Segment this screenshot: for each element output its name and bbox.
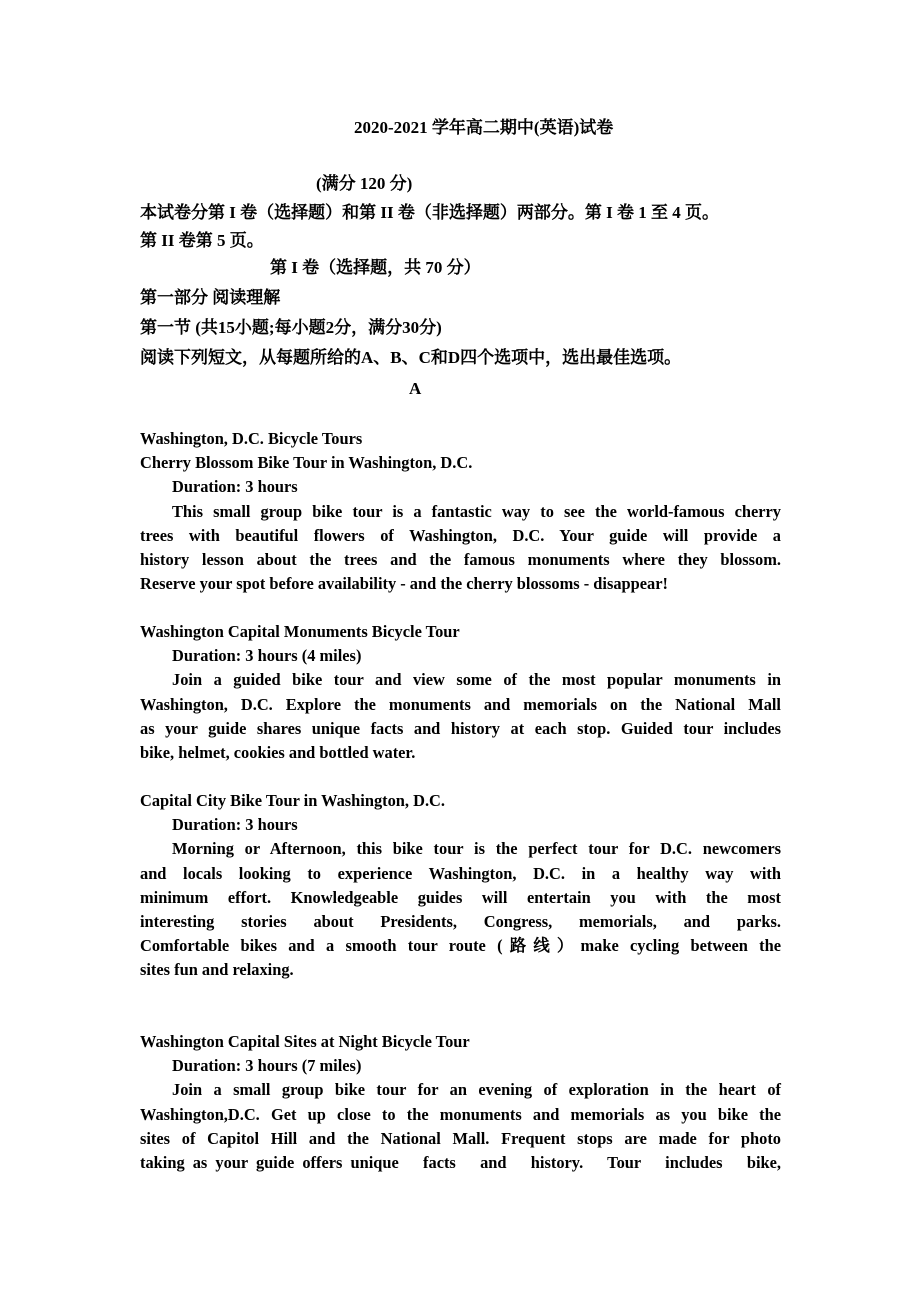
tour-2 — [140, 620, 781, 765]
tour-duration: Duration: 3 hours (4 miles) — [172, 646, 362, 666]
tour-desc-line: minimum effort. Knowledgeable guides will entertain you with the most — [140, 887, 781, 907]
intro-line-2: 第 II 卷第 5 页。 — [140, 231, 264, 250]
tour-duration: Duration: 3 hours — [172, 815, 298, 835]
tour-desc-line: and locals looking to experience Washington, D.C. in a healthy way with — [140, 863, 781, 883]
score-note: (满分 120 分) — [316, 174, 413, 193]
tour-duration: Duration: 3 hours — [172, 477, 298, 497]
intro-line-1: 本试卷分第 I 卷（选择题）和第 II 卷（非选择题）两部分。第 I 卷 1 至 4 页。 — [140, 203, 719, 222]
tour-4 — [140, 1030, 781, 1175]
tour-1 — [140, 427, 781, 596]
tour-3 — [140, 789, 781, 983]
tour-desc-line: bike, helmet, cookies and bottled water. — [140, 743, 416, 763]
tour-desc-line: sites of Capitol Hill and the National Mall. Frequent stops are made for photo — [140, 1128, 781, 1148]
tour-desc-line: This small group bike tour is a fantastic way to see the world-famous cherry — [172, 501, 781, 521]
tour-desc-line: taking as your guide offers unique facts and history. Tour includes bike, — [140, 1153, 781, 1173]
tour-name: Washington Capital Monuments Bicycle Tour — [140, 622, 460, 641]
tour-desc-line: Washington, D.C. Explore the monuments and memorials on the National Mall — [140, 694, 781, 714]
tour-desc-line: history lesson about the trees and the famous monuments where they blossom. — [140, 550, 781, 570]
section-heading: 第 I 卷（选择题，共 70 分） — [270, 258, 481, 277]
part-heading: 第一部分 阅读理解 — [140, 288, 281, 307]
tour-desc-line: as your guide shares unique facts and history at each stop. Guided tour includes — [140, 718, 781, 738]
tour-desc-line: Join a small group bike tour for an evening of exploration in the heart of — [172, 1080, 781, 1100]
tour-duration: Duration: 3 hours (7 miles) — [172, 1056, 362, 1076]
instruction-text: 阅读下列短文，从每题所给的A、B、C和D四个选项中，选出最佳选项。 — [140, 348, 682, 367]
exam-title: 2020-2021 学年高二期中(英语)试卷 — [354, 118, 614, 137]
tour-desc-line: Comfortable bikes and a smooth tour route (路线）make cycling between the — [140, 936, 781, 956]
tour-desc-line: sites fun and relaxing. — [140, 960, 294, 980]
tour-desc-line: Join a guided bike tour and view some of the most popular monuments in — [172, 670, 781, 690]
subsection-heading: 第一节 (共15小题;每小题2分，满分30分) — [140, 318, 442, 337]
tour-desc-line: trees with beautiful flowers of Washington, D.C. Your guide will provide a — [140, 525, 781, 545]
tour-desc-line: interesting stories about Presidents, Congress, memorials, and parks. — [140, 912, 781, 932]
passage-title: Washington, D.C. Bicycle Tours — [140, 429, 363, 448]
tour-name: Cherry Blossom Bike Tour in Washington, D.C. — [140, 453, 473, 473]
tour-name: Washington Capital Sites at Night Bicycle Tour — [140, 1032, 470, 1051]
passage-letter: A — [409, 379, 422, 398]
instructions-block — [140, 283, 781, 373]
tour-desc-line: Washington,D.C. Get up close to the monuments and memorials as you bike the — [140, 1104, 781, 1124]
tour-desc-line: Reserve your spot before availability - and the cherry blossoms - disappear! — [140, 574, 668, 594]
tour-name: Capital City Bike Tour in Washington, D.C. — [140, 791, 445, 810]
tour-desc-line: Morning or Afternoon, this bike tour is the perfect tour for D.C. newcomers — [172, 839, 781, 859]
exam-intro — [140, 199, 781, 255]
